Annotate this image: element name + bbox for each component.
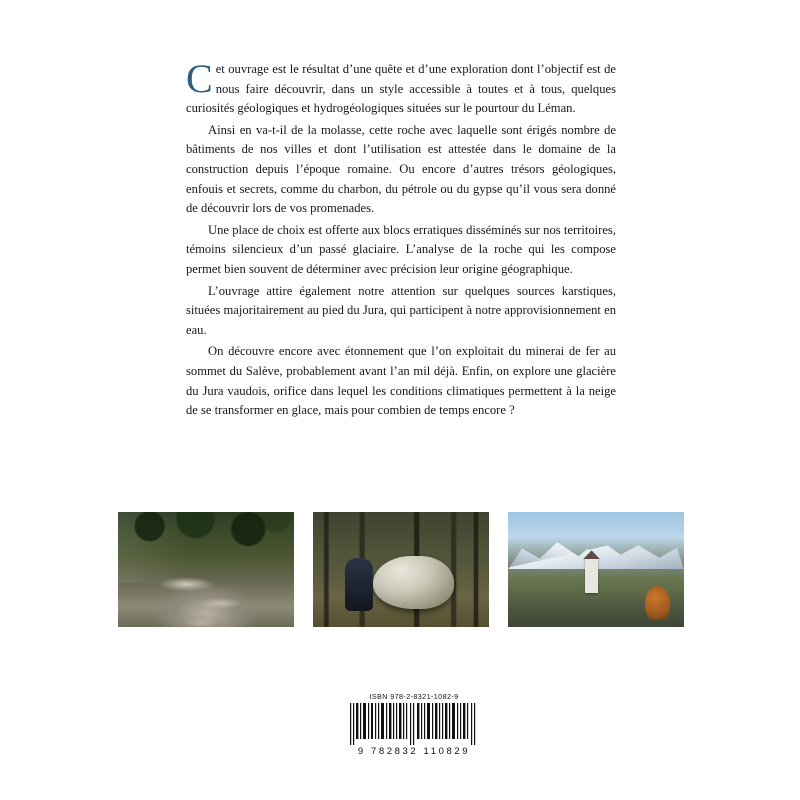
erratic-boulder-photo [313, 512, 489, 627]
paragraph-1 [186, 56, 616, 119]
boulder-shape [373, 556, 454, 609]
paragraph-3: Une place de choix est offerte aux blocs erratiques disséminés sur nos territoires, témoins silencieux d’un passé glaciaire. L’analyse de la roche qui les compose permet bien souvent de déterminer avec précision leur origine géographique. [186, 222, 616, 276]
paragraph-5: On découvre encore avec étonnement que l’on exploitait du minerai de fer au sommet du Salève, probablement avant l’an mil déjà. Enfin, on explore une glacière du Jura vaudois, orifice dans lequel les conditions climatiques permettent à la neige de se transformer en glace, mais pour combien de temps encore ? [186, 344, 616, 418]
barcode-image [344, 703, 484, 745]
paragraph-2: Ainsi en va-t-il de la molasse, cette roche avec laquelle sont érigés nombre de bâtiments de nos villes et dont l’utilisation est attestée dans le domaine de la construction depuis l’époque romaine. Ou encore d’autres trésors géologiques, enfouis et secrets, comme du charbon, du pétrole ou du gypse qu’il vous sera donné de découvrir lors de vos promenades. [186, 122, 616, 216]
photo-strip [118, 512, 684, 627]
church-tower [585, 558, 597, 593]
person-silhouette [345, 558, 373, 611]
paragraph-1-text: et ouvrage est le résultat d’une quête et d’une exploration dont l’objectif est de nous faire découvrir, dans un style accessible à toutes et à tous, quelques curiosités géologiques et hydrogéologiques situées sur le pourtour du Léman. [186, 62, 616, 116]
drop-cap-letter: C [186, 56, 213, 101]
forest-stream-photo [118, 512, 294, 627]
autumn-tree [645, 586, 670, 621]
isbn-barcode-area [344, 692, 484, 757]
barcode-digits: 9 782832 110829 [357, 746, 471, 757]
blurb-text-block [186, 56, 616, 421]
paragraph-4: L’ouvrage attire également notre attention sur quelques sources karstiques, situées majoritairement au pied du Jura, qui participent à notre approvisionnement en eau. [186, 283, 616, 337]
alpine-town-photo [508, 512, 684, 627]
isbn-label: ISBN 978-2-8321-1082-9 [369, 692, 459, 701]
